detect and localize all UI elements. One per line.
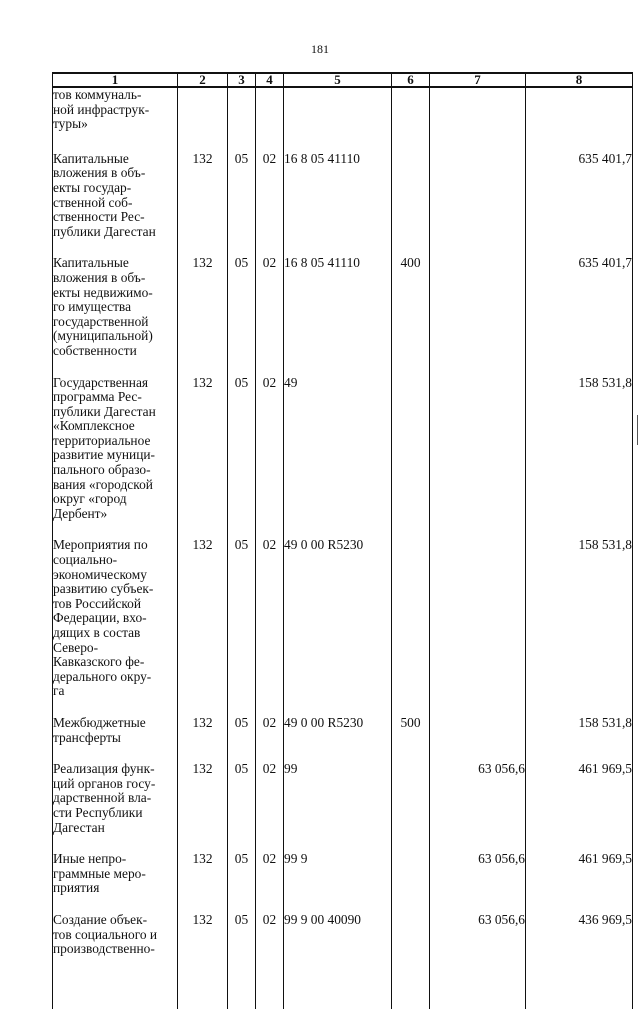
cell-name: Межбюджетные трансферты	[53, 716, 178, 762]
cell-name: Мероприятия по социально- экономическому развитию субъек- тов Российской Федерации, вхо- дящих в состав Северо- Кавказского фе- дерального окру- га	[53, 538, 178, 716]
cell-col3: 05	[228, 762, 256, 852]
table-row	[53, 538, 633, 716]
cell-col3: 05	[228, 913, 256, 1009]
table-row	[53, 87, 633, 152]
cell-name: Иные непро- граммные меро- приятия	[53, 852, 178, 913]
cell-col5: 16 8 05 41110	[284, 256, 392, 375]
cell-col5: 49	[284, 376, 392, 539]
cell-col4: 02	[256, 716, 284, 762]
cell-col5	[284, 87, 392, 152]
cell-col8: 461 969,5	[526, 762, 633, 852]
margin-mark	[637, 415, 638, 445]
column-header: 8	[526, 73, 633, 87]
cell-name: тов коммуналь- ной инфраструк- туры»	[53, 87, 178, 152]
cell-col4: 02	[256, 913, 284, 1009]
cell-col3: 05	[228, 852, 256, 913]
cell-col5: 49 0 00 R5230	[284, 538, 392, 716]
cell-col5: 99 9	[284, 852, 392, 913]
table-row	[53, 852, 633, 913]
cell-col2: 132	[178, 152, 228, 257]
cell-col7: 63 056,6	[430, 913, 526, 1009]
cell-name: Реализация функ- ций органов госу- дарственной вла- сти Республики Дагестан	[53, 762, 178, 852]
cell-col7	[430, 256, 526, 375]
cell-col6	[392, 152, 430, 257]
cell-col2: 132	[178, 256, 228, 375]
cell-col2: 132	[178, 376, 228, 539]
cell-col7	[430, 152, 526, 257]
cell-col3: 05	[228, 716, 256, 762]
cell-col7	[430, 538, 526, 716]
table-row	[53, 762, 633, 852]
cell-col6	[392, 913, 430, 1009]
cell-col2: 132	[178, 762, 228, 852]
cell-col8: 635 401,7	[526, 152, 633, 257]
table-row	[53, 716, 633, 762]
cell-col7: 63 056,6	[430, 852, 526, 913]
column-header: 6	[392, 73, 430, 87]
cell-col5: 16 8 05 41110	[284, 152, 392, 257]
cell-name: Капитальные вложения в объ- екты государ- ственной соб- ственности Рес- публики Дагестан	[53, 152, 178, 257]
cell-col6: 400	[392, 256, 430, 375]
cell-col8: 158 531,8	[526, 538, 633, 716]
table-row	[53, 913, 633, 1009]
cell-col6: 500	[392, 716, 430, 762]
cell-col7	[430, 716, 526, 762]
column-header: 3	[228, 73, 256, 87]
cell-col8: 158 531,8	[526, 716, 633, 762]
cell-col8: 635 401,7	[526, 256, 633, 375]
cell-col3	[228, 87, 256, 152]
cell-col8	[526, 87, 633, 152]
column-header: 5	[284, 73, 392, 87]
cell-col4: 02	[256, 852, 284, 913]
cell-name: Государственная программа Рес- публики Дагестан «Комплексное территориальное развитие муници- пального образо- вания «городской округ «город Дербент»	[53, 376, 178, 539]
cell-col6	[392, 376, 430, 539]
cell-col2: 132	[178, 538, 228, 716]
cell-col5: 49 0 00 R5230	[284, 716, 392, 762]
cell-col5: 99 9 00 40090	[284, 913, 392, 1009]
column-header: 7	[430, 73, 526, 87]
cell-col4: 02	[256, 376, 284, 539]
table-row	[53, 152, 633, 257]
cell-col2	[178, 87, 228, 152]
header-row	[53, 73, 633, 87]
cell-col6	[392, 87, 430, 152]
column-header: 4	[256, 73, 284, 87]
cell-col7	[430, 87, 526, 152]
cell-col8: 436 969,5	[526, 913, 633, 1009]
column-header: 2	[178, 73, 228, 87]
cell-col3: 05	[228, 376, 256, 539]
cell-col4: 02	[256, 762, 284, 852]
cell-col6	[392, 852, 430, 913]
table-row	[53, 376, 633, 539]
cell-col5: 99	[284, 762, 392, 852]
budget-table	[52, 72, 633, 1009]
cell-col3: 05	[228, 256, 256, 375]
cell-col3: 05	[228, 152, 256, 257]
cell-col2: 132	[178, 913, 228, 1009]
table-row	[53, 256, 633, 375]
table-body	[53, 87, 633, 1009]
cell-col6	[392, 762, 430, 852]
page-number: 181	[311, 42, 329, 56]
cell-col4	[256, 87, 284, 152]
cell-col7: 63 056,6	[430, 762, 526, 852]
cell-col3: 05	[228, 538, 256, 716]
cell-col4: 02	[256, 152, 284, 257]
cell-name: Создание объек- тов социального и производственно-	[53, 913, 178, 1009]
cell-col6	[392, 538, 430, 716]
column-header: 1	[53, 73, 178, 87]
cell-col7	[430, 376, 526, 539]
cell-col8: 158 531,8	[526, 376, 633, 539]
cell-col2: 132	[178, 852, 228, 913]
cell-col8: 461 969,5	[526, 852, 633, 913]
cell-col4: 02	[256, 256, 284, 375]
cell-name: Капитальные вложения в объ- екты недвижимо- го имущества государственной (муниципальной) собственности	[53, 256, 178, 375]
cell-col2: 132	[178, 716, 228, 762]
cell-col4: 02	[256, 538, 284, 716]
